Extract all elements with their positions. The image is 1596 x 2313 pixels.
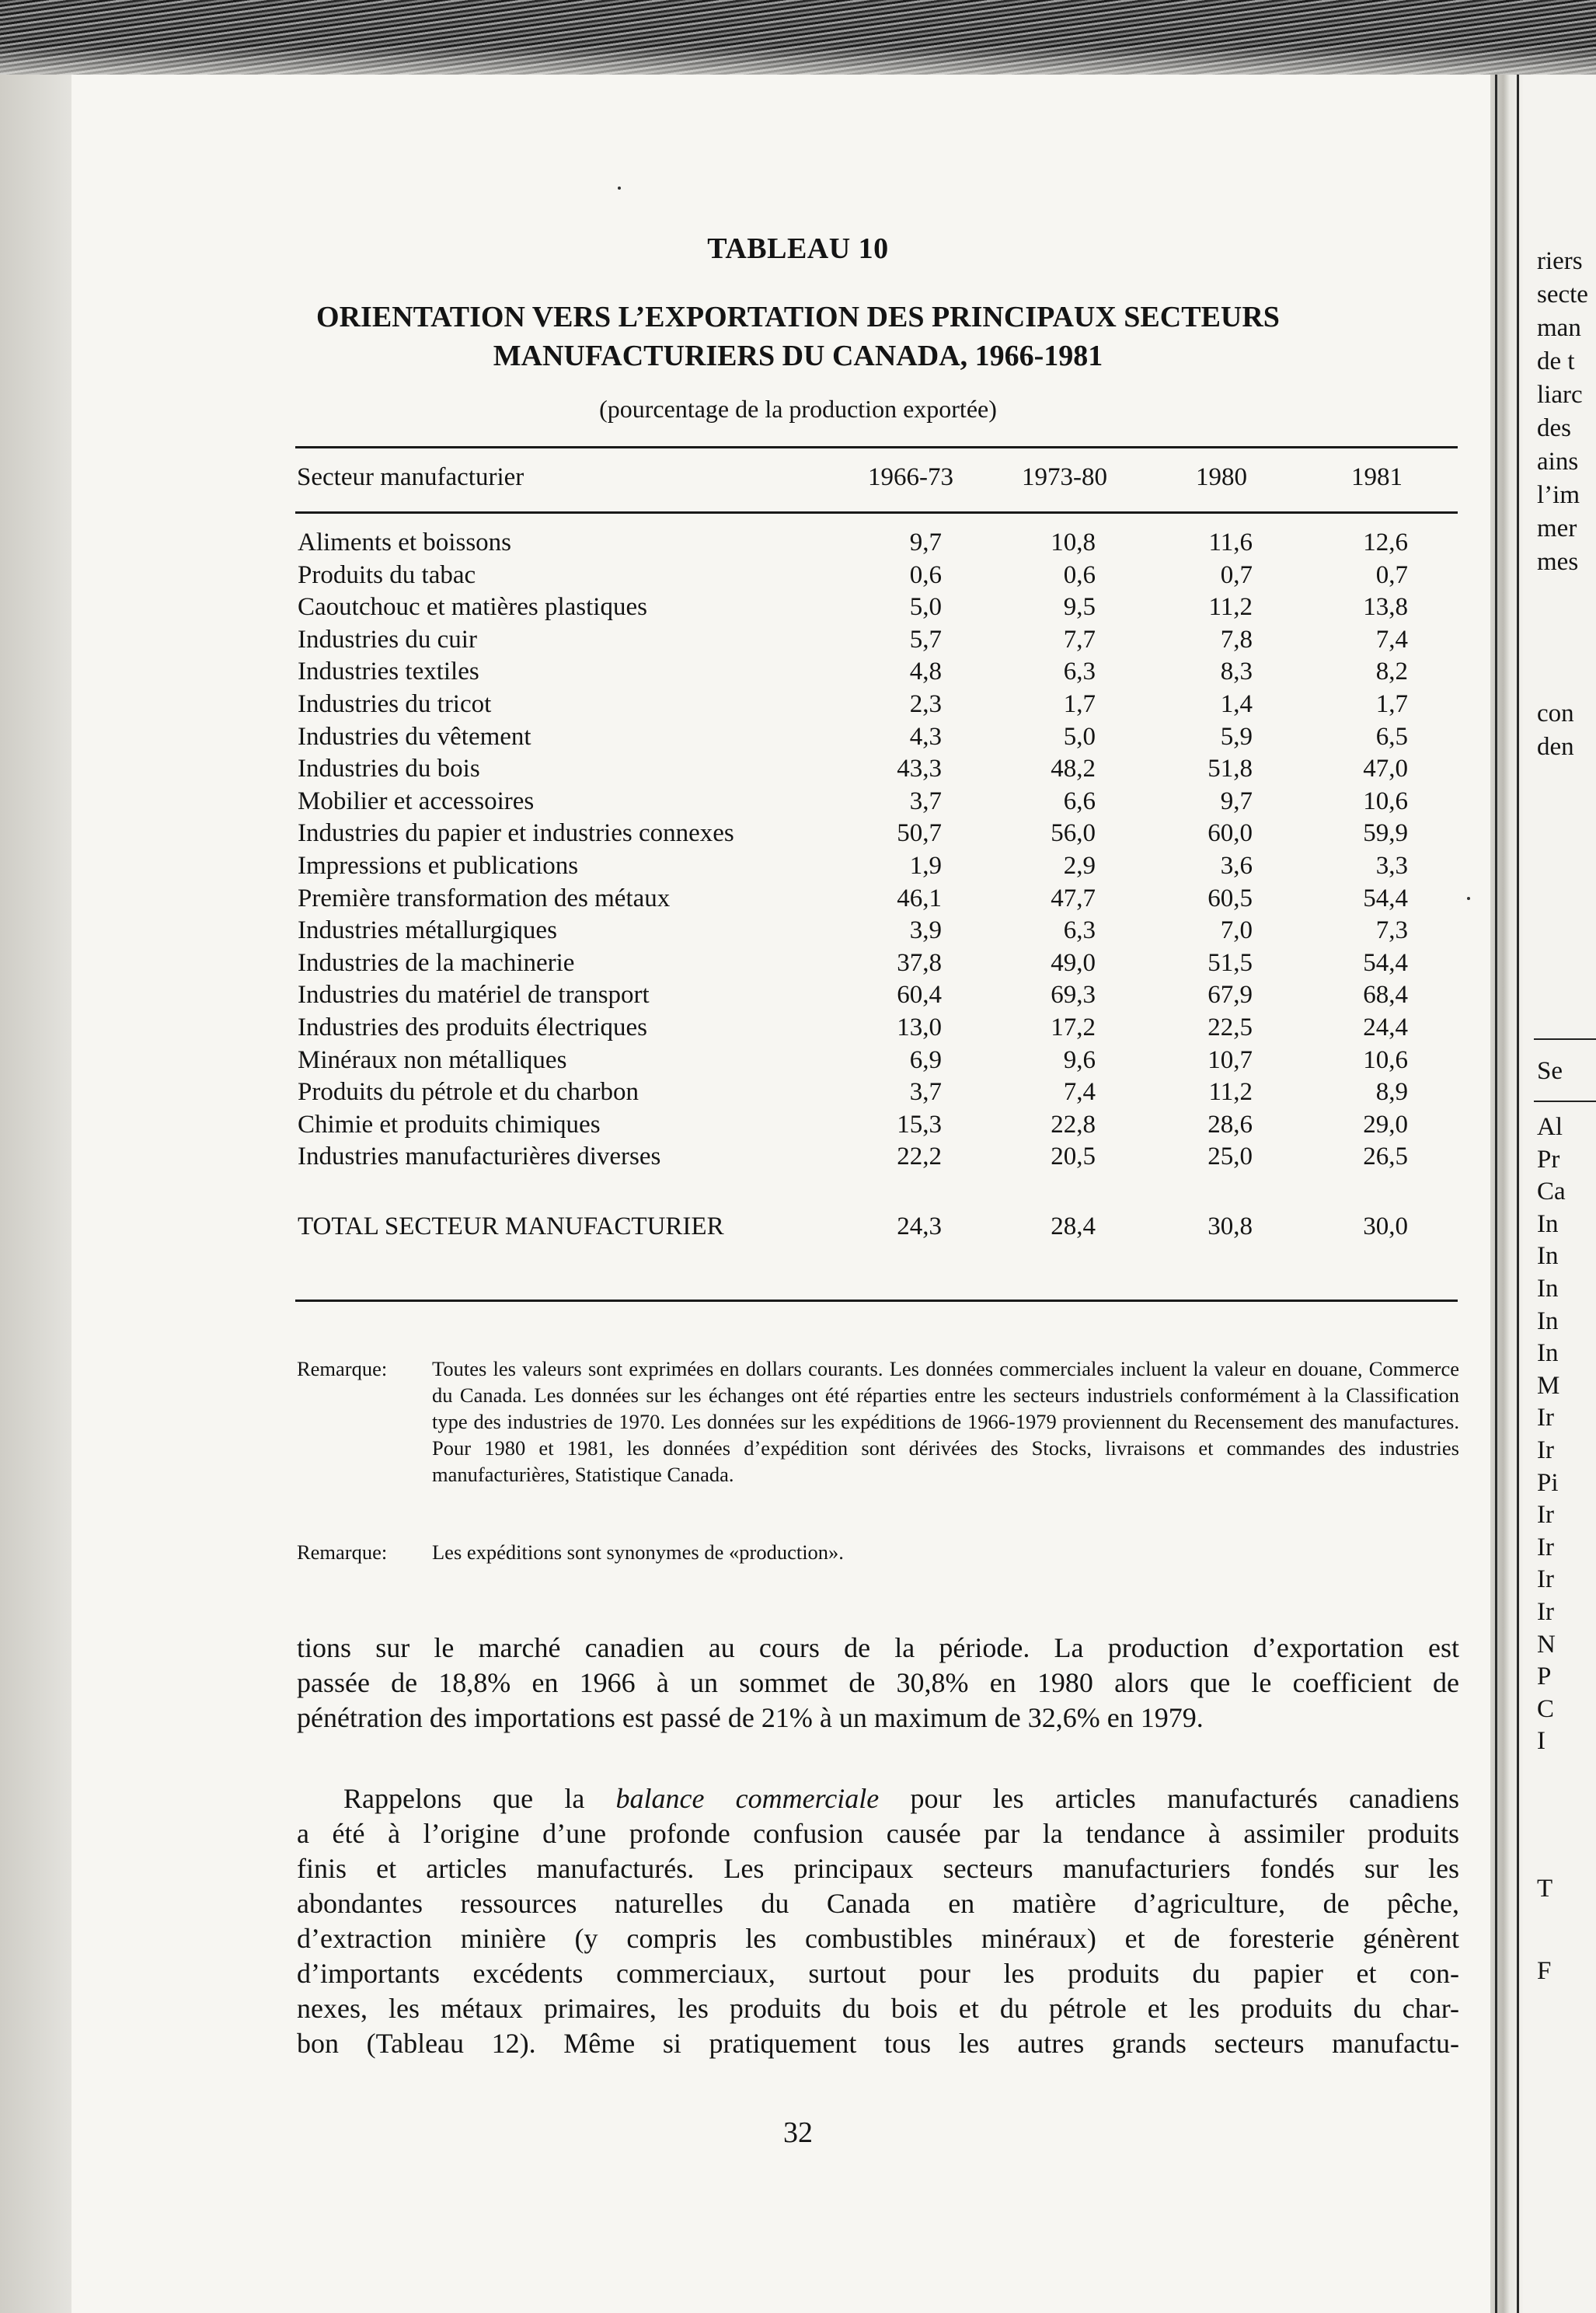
table-row — [0, 949, 1596, 982]
facing-page-fragment: In — [1537, 1242, 1559, 1271]
table-row — [0, 916, 1596, 949]
value-1980: 9,7 — [1220, 787, 1253, 815]
sector-name: Industries du vêtement — [298, 722, 531, 751]
table-row — [0, 690, 1596, 723]
table-header-rule — [295, 511, 1458, 514]
value-1966-73: 6,9 — [909, 1045, 942, 1074]
facing-page-fragment: l’im — [1537, 481, 1580, 509]
sector-name: Mobilier et accessoires — [298, 787, 535, 815]
paragraph-2 — [297, 1781, 1459, 2061]
remark-text: Les expéditions sont synonymes de «production». — [432, 1540, 844, 1564]
value-1980: 67,9 — [1207, 981, 1253, 1010]
value-1966-73: 22,2 — [897, 1143, 942, 1171]
value-1973-80: 5,0 — [1063, 722, 1096, 751]
facing-page-fragment: Al — [1537, 1113, 1563, 1141]
facing-page-fragment: Ca — [1537, 1177, 1566, 1206]
sector-name: Produits du pétrole et du charbon — [298, 1078, 639, 1107]
sector-name: Aliments et boissons — [298, 529, 512, 556]
sector-name: Première transformation des métaux — [298, 884, 671, 912]
value-1973-80: 20,5 — [1051, 1143, 1096, 1171]
value-1966-73: 4,3 — [909, 722, 942, 751]
value-1980: 8,3 — [1220, 658, 1253, 686]
value-1966-73: 4,8 — [909, 658, 942, 686]
value-1966-73: 50,7 — [897, 819, 942, 848]
table-subtitle: (pourcentage de la production exportée) — [599, 395, 997, 423]
facing-page-fragment: In — [1537, 1307, 1559, 1335]
value-1980: 7,8 — [1220, 625, 1253, 654]
value-1966-73: 5,0 — [909, 593, 942, 622]
column-header-sector: Secteur manufacturier — [297, 463, 524, 491]
value-1973-80: 49,0 — [1051, 948, 1096, 977]
value-1973-80: 7,4 — [1063, 1078, 1096, 1107]
paragraph-line: a été à l’origine d’une profonde confusion causée par la tendance à assimiler produits — [297, 1818, 1459, 1849]
value-1981: 68,4 — [1363, 981, 1408, 1010]
facing-page-fragment: I — [1537, 1727, 1545, 1756]
remark-text: Toutes les valeurs sont exprimées en dollars courants. Les données commerciales incluent la valeur en douane, Commerce du Canada. Les données sur les échanges ont été réparties entre les secteurs industriels conformément à la Classification type des industries de 1970. Les données sur les expéditions de 1966-1979 proviennent du Recensement des manufactures. Pour 1980 et 1981, les données d’expédition sont dérivées des Stocks, livraisons et commandes des industries manufacturières, Statistique Canada. — [432, 1357, 1459, 1486]
value-1973-80: 9,5 — [1063, 593, 1096, 622]
facing-page-fragment: Se — [1537, 1057, 1563, 1085]
value-1980: 60,0 — [1207, 819, 1253, 848]
value-1966-73: 9,7 — [909, 529, 942, 556]
facing-page-fragment: secte — [1537, 281, 1588, 309]
paragraph-line: abondantes ressources naturelles du Canada en matière d’agriculture, de pêche, — [297, 1888, 1459, 1919]
paragraph-line: d’extraction minière (y compris les combustibles minéraux) et de foresterie génèrent — [297, 1923, 1459, 1954]
column-header-1980: 1980 — [1196, 463, 1247, 491]
facing-page-fragment: M — [1537, 1371, 1560, 1400]
value-1973-80: 6,3 — [1063, 916, 1096, 945]
value-1973-80: 69,3 — [1051, 981, 1096, 1010]
facing-page-fragment: Ir — [1537, 1501, 1554, 1530]
facing-page-fragment: P — [1537, 1662, 1552, 1691]
value-1966-73: 3,7 — [909, 787, 942, 815]
value-1981: 10,6 — [1363, 787, 1408, 815]
value-1980: 0,7 — [1220, 560, 1253, 589]
table-row — [0, 787, 1596, 820]
value-1966-73: 5,7 — [909, 625, 942, 654]
sector-name: Industries du matériel de transport — [298, 981, 650, 1010]
table-label: TABLEAU 10 — [707, 232, 889, 265]
table-row — [0, 1111, 1596, 1143]
table-row — [0, 819, 1596, 852]
value-1981: 47,0 — [1363, 755, 1408, 783]
value-1973-80: 48,2 — [1051, 755, 1096, 783]
sector-name: Industries du papier et industries connexes — [298, 819, 734, 848]
value-1981: 1,7 — [1375, 690, 1408, 718]
value-1981: 54,4 — [1363, 884, 1408, 912]
table-title-line-2: MANUFACTURIERS DU CANADA, 1966-1981 — [493, 340, 1103, 372]
scan-speck — [1467, 897, 1470, 900]
facing-page-fragment: de t — [1537, 347, 1575, 375]
total-label: TOTAL SECTEUR MANUFACTURIER — [298, 1212, 724, 1240]
value-1980: 51,5 — [1207, 948, 1253, 977]
value-1966-73: 3,9 — [909, 916, 942, 945]
value-1981: 7,3 — [1375, 916, 1408, 945]
facing-page-fragment: liarc — [1537, 381, 1583, 409]
value-1966-73: 60,4 — [897, 981, 942, 1010]
page-number: 32 — [783, 2116, 813, 2149]
paragraph-line: pénétration des importations est passé de 21% à un maximum de 32,6% en 1979. — [297, 1702, 1204, 1733]
value-1980: 10,7 — [1207, 1045, 1253, 1074]
table-title-line-1: ORIENTATION VERS L’EXPORTATION DES PRINCIPAUX SECTEURS — [316, 301, 1280, 333]
value-1973-80: 22,8 — [1051, 1110, 1096, 1139]
paragraph-line: tions sur le marché canadien au cours de la période. La production d’exportation est — [297, 1632, 1459, 1663]
value-1973-80: 17,2 — [1051, 1013, 1096, 1041]
sector-name: Industries de la machinerie — [298, 948, 575, 977]
table-row — [0, 529, 1596, 561]
value-1966-73: 43,3 — [897, 755, 942, 783]
value-1966-73: 13,0 — [897, 1013, 942, 1041]
paragraph-1 — [297, 1631, 1459, 1736]
table-row — [0, 1046, 1596, 1079]
value-1980: 11,2 — [1208, 1078, 1253, 1107]
value-1973-80: 47,7 — [1051, 884, 1096, 912]
table-row — [0, 884, 1596, 917]
facing-page-fragment: Pr — [1537, 1145, 1560, 1174]
paragraph-line: nexes, les métaux primaires, les produits du bois et du pétrole et les produits du char- — [297, 1993, 1459, 2024]
value-1981: 0,7 — [1375, 560, 1408, 589]
sector-name: Industries manufacturières diverses — [298, 1143, 661, 1171]
facing-page-fragment: mer — [1537, 515, 1577, 542]
value-1973-80: 0,6 — [1063, 560, 1096, 589]
facing-page-fragment: man — [1537, 314, 1581, 342]
remark-2 — [297, 1539, 1459, 1570]
facing-page-fragment: ains — [1537, 448, 1579, 476]
table-row — [0, 1013, 1596, 1046]
sector-name: Caoutchouc et matières plastiques — [298, 593, 647, 622]
value-1966-73: 2,3 — [909, 690, 942, 718]
facing-page-fragment: Ir — [1537, 1404, 1554, 1432]
value-1966-73: 0,6 — [909, 560, 942, 589]
value-1981: 6,5 — [1375, 722, 1408, 751]
table-row — [0, 1078, 1596, 1111]
facing-page-fragment: N — [1537, 1630, 1556, 1659]
value-1973-80: 56,0 — [1051, 819, 1096, 848]
column-header-1966-73: 1966-73 — [868, 463, 953, 491]
value-1980: 3,6 — [1220, 852, 1253, 880]
remark-label: Remarque: — [297, 1540, 388, 1564]
value-1966-73: 1,9 — [909, 852, 942, 880]
table-row — [0, 561, 1596, 594]
table-row — [0, 981, 1596, 1013]
facing-page-fragment: Ir — [1537, 1565, 1554, 1594]
paragraph-line: Rappelons que la balance commerciale pour les articles manufacturés canadiens — [343, 1783, 1460, 1814]
table-bottom-rule — [295, 1300, 1458, 1302]
value-1973-80: 1,7 — [1063, 690, 1096, 718]
value-1980: 5,9 — [1220, 722, 1253, 751]
value-1973-80: 6,6 — [1063, 787, 1096, 815]
value-1973-80: 10,8 — [1051, 529, 1096, 556]
table-total-row — [0, 1209, 1596, 1245]
table-row — [0, 658, 1596, 690]
value-1981: 29,0 — [1363, 1110, 1408, 1139]
table-row — [0, 852, 1596, 884]
total-value-1981: 30,0 — [1363, 1212, 1408, 1240]
remark-label: Remarque: — [297, 1357, 388, 1380]
value-1981: 12,6 — [1363, 529, 1408, 556]
paragraph-line: d’importants excédents commerciaux, surtout pour les produits du papier et con- — [297, 1958, 1459, 1989]
scan-speck — [618, 187, 621, 190]
value-1981: 3,3 — [1375, 852, 1408, 880]
value-1980: 1,4 — [1220, 690, 1253, 718]
value-1966-73: 3,7 — [909, 1078, 942, 1107]
sector-name: Produits du tabac — [298, 560, 476, 589]
facing-page-fragment: mes — [1537, 548, 1579, 576]
column-header-1981: 1981 — [1351, 463, 1403, 491]
facing-page-fragment: Pi — [1537, 1468, 1559, 1497]
value-1981: 26,5 — [1363, 1143, 1408, 1171]
value-1980: 28,6 — [1207, 1110, 1253, 1139]
facing-page-fragment: des — [1537, 414, 1571, 442]
sector-name: Industries du tricot — [298, 690, 492, 718]
table-row — [0, 626, 1596, 658]
paragraph-line: finis et articles manufacturés. Les principaux secteurs manufacturiers fondés sur les — [297, 1853, 1459, 1884]
value-1980: 60,5 — [1207, 884, 1253, 912]
sector-name: Minéraux non métalliques — [298, 1045, 567, 1074]
sector-name: Industries métallurgiques — [298, 916, 557, 945]
total-value-1980: 30,8 — [1207, 1212, 1253, 1240]
value-1981: 8,9 — [1375, 1078, 1408, 1107]
facing-page-fragment: den — [1537, 733, 1574, 761]
value-1973-80: 7,7 — [1063, 625, 1096, 654]
facing-page-fragment: F — [1537, 1957, 1552, 1985]
total-value-1973-80: 28,4 — [1051, 1212, 1096, 1240]
total-value-1966-73: 24,3 — [897, 1212, 942, 1240]
value-1981: 10,6 — [1363, 1045, 1408, 1074]
facing-page-fragment: riers — [1537, 247, 1583, 275]
emphasis-term: balance commerciale — [615, 1783, 880, 1814]
sector-name: Industries du cuir — [298, 625, 477, 654]
sector-name: Chimie et produits chimiques — [298, 1110, 601, 1139]
sector-name: Impressions et publications — [298, 852, 579, 880]
value-1966-73: 46,1 — [897, 884, 942, 912]
value-1973-80: 2,9 — [1063, 852, 1096, 880]
remark-1 — [297, 1355, 1459, 1534]
value-1980: 51,8 — [1207, 755, 1253, 783]
table-row — [0, 723, 1596, 755]
paragraph-line: passée de 18,8% en 1966 à un sommet de 30,8% en 1980 alors que le coefficient de — [297, 1667, 1459, 1698]
facing-page-fragment: Ir — [1537, 1533, 1554, 1561]
facing-page-fragment: In — [1537, 1339, 1559, 1368]
facing-page-fragment: Ir — [1537, 1436, 1554, 1464]
value-1981: 7,4 — [1375, 625, 1408, 654]
value-1981: 24,4 — [1363, 1013, 1408, 1041]
table-row — [0, 1143, 1596, 1175]
table-row — [0, 593, 1596, 626]
value-1980: 25,0 — [1207, 1143, 1253, 1171]
value-1980: 7,0 — [1220, 916, 1253, 945]
value-1966-73: 15,3 — [897, 1110, 942, 1139]
sector-name: Industries du bois — [298, 755, 480, 783]
facing-page-fragment: Ir — [1537, 1598, 1554, 1626]
facing-page-fragment: In — [1537, 1209, 1559, 1238]
paragraph-line: bon (Tableau 12). Même si pratiquement tous les autres grands secteurs manufactu- — [297, 2028, 1459, 2059]
sector-name: Industries des produits électriques — [298, 1013, 647, 1041]
value-1973-80: 9,6 — [1063, 1045, 1096, 1074]
value-1981: 59,9 — [1363, 819, 1408, 848]
table-top-rule — [295, 446, 1458, 448]
value-1981: 54,4 — [1363, 948, 1408, 977]
value-1980: 11,6 — [1208, 529, 1253, 556]
value-1980: 22,5 — [1207, 1013, 1253, 1041]
facing-page-fragment: T — [1537, 1875, 1553, 1903]
facing-page-fragment: C — [1537, 1694, 1555, 1723]
value-1981: 13,8 — [1363, 593, 1408, 622]
value-1981: 8,2 — [1375, 658, 1408, 686]
value-1980: 11,2 — [1208, 593, 1253, 622]
facing-page-fragment: con — [1537, 699, 1574, 727]
sector-name: Industries textiles — [298, 658, 479, 686]
column-header-1973-80: 1973-80 — [1022, 463, 1107, 491]
table-row — [0, 755, 1596, 787]
value-1973-80: 6,3 — [1063, 658, 1096, 686]
value-1966-73: 37,8 — [897, 948, 942, 977]
facing-page-fragment: In — [1537, 1275, 1559, 1303]
